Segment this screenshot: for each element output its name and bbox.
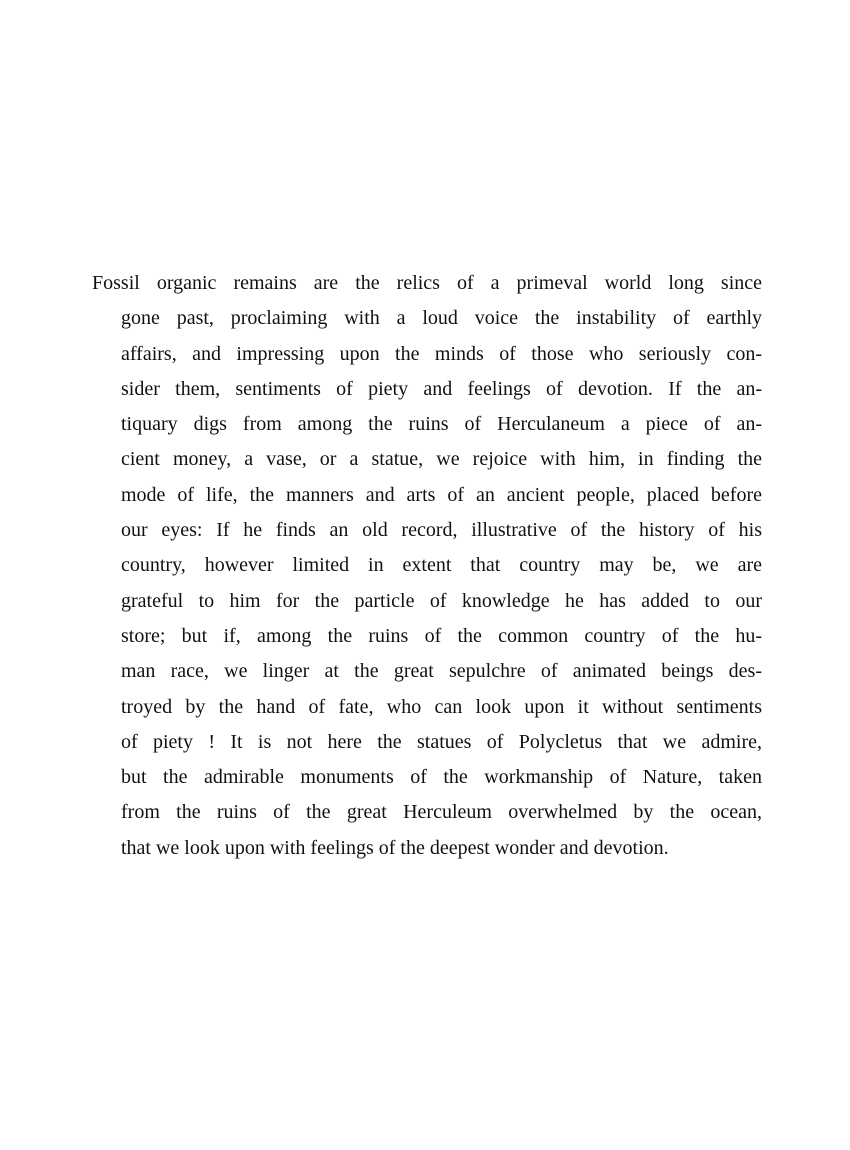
- text-line: mode of life, the manners and arts of an ancient people, placed before: [121, 483, 762, 506]
- text-line: of piety ! It is not here the statues of Polycletus that we admire,: [121, 730, 762, 753]
- text-line: sider them, sentiments of piety and feelings of devotion. If the an-: [121, 377, 762, 400]
- text-line: troyed by the hand of fate, who can look upon it without sentiments: [121, 695, 762, 718]
- text-line: affairs, and impressing upon the minds of those who seriously con-: [121, 342, 762, 365]
- text-line: country, however limited in extent that country may be, we are: [121, 554, 762, 577]
- text-line: but the admirable monuments of the workmanship of Nature, taken: [121, 766, 762, 789]
- text-line: our eyes: If he finds an old record, illustrative of the history of his: [121, 519, 762, 542]
- text-line: tiquary digs from among the ruins of Herculaneum a piece of an-: [121, 413, 762, 436]
- text-line: man race, we linger at the great sepulchre of animated beings des-: [121, 660, 762, 683]
- text-line: store; but if, among the ruins of the common country of the hu-: [121, 624, 762, 647]
- text-line: from the ruins of the great Herculeum overwhelmed by the ocean,: [121, 801, 762, 824]
- text-line: cient money, a vase, or a statue, we rejoice with him, in finding the: [121, 448, 762, 471]
- body-paragraph: [92, 268, 762, 868]
- text-line: Fossil organic remains are the relics of a primeval world long since: [92, 272, 762, 294]
- text-line: that we look upon with feelings of the deepest wonder and devotion.: [121, 836, 669, 859]
- text-line: grateful to him for the particle of knowledge he has added to our: [121, 589, 762, 612]
- text-line: gone past, proclaiming with a loud voice the instability of earthly: [121, 307, 762, 330]
